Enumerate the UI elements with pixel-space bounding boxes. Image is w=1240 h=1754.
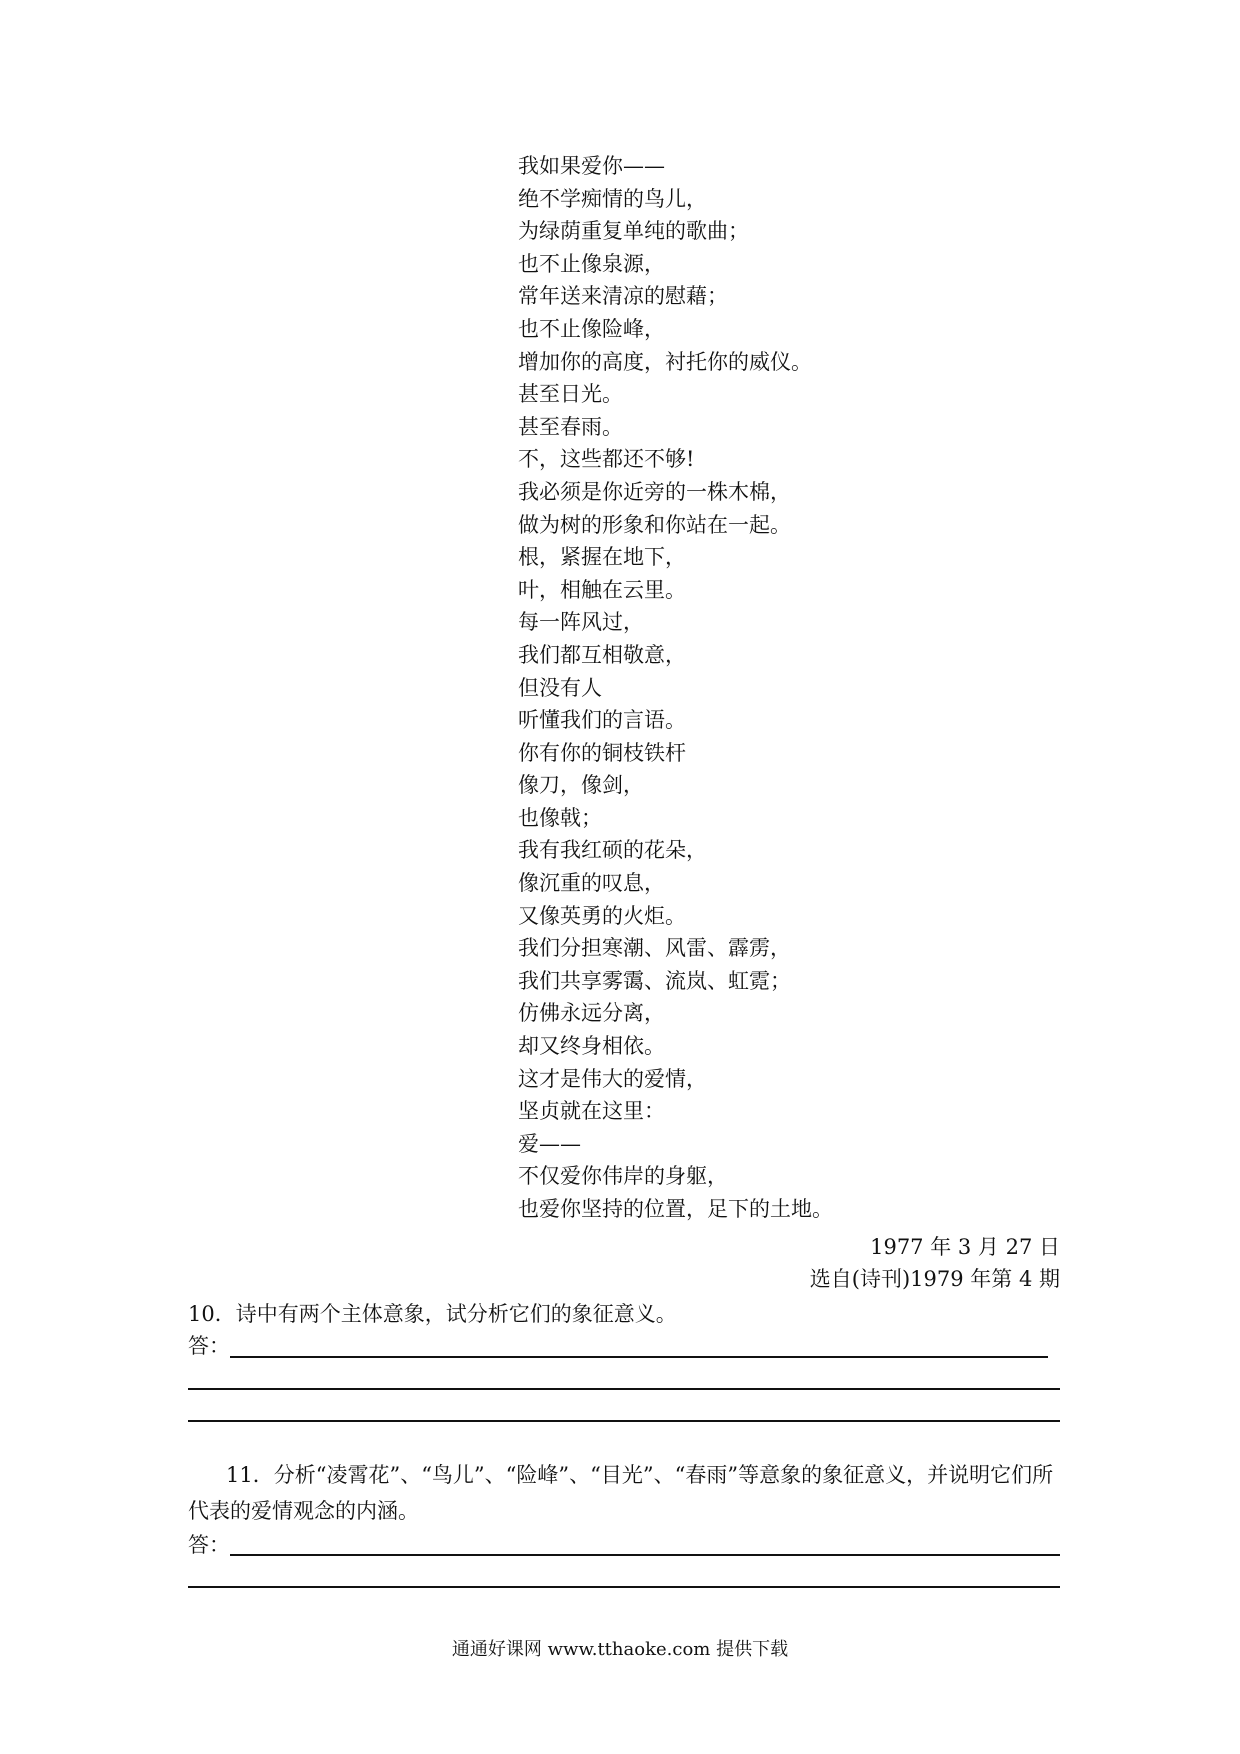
poem-line: 也爱你坚持的位置，足下的土地。: [518, 1197, 833, 1221]
question-11: 11．分析“凌霄花”、“鸟儿”、“险峰”、“目光”、“春雨”等意象的象征意义，并说明它们所代表的爱情观念的内涵。: [188, 1463, 1054, 1523]
poem-line: 不，这些都还不够!: [518, 447, 695, 472]
poem-line: 我必须是你近旁的一株木棉，: [518, 479, 791, 504]
question-10: 10．诗中有两个主体意象，试分析它们的象征意义。: [188, 1302, 677, 1326]
answer-line-11-2[interactable]: [188, 1586, 1060, 1588]
poem-line: 像沉重的叹息，: [518, 871, 665, 896]
poem-line: 根，紧握在地下，: [518, 545, 686, 570]
poem-line: 为绿荫重复单纯的歌曲；: [518, 219, 749, 244]
poem-line: 我如果爱你——: [518, 154, 665, 178]
poem-line: 又像英勇的火炬。: [518, 903, 686, 928]
poem-line: 做为树的形象和你站在一起。: [518, 512, 791, 537]
poem-line: 听懂我们的言语。: [518, 708, 686, 733]
answer-line-11-1[interactable]: [230, 1554, 1060, 1556]
poem-line: 绝不学痴情的鸟儿，: [518, 186, 707, 211]
footer-credit: 通通好课网 www.tthaoke.com 提供下载: [451, 1639, 789, 1660]
poem-line: 像刀，像剑，: [518, 773, 644, 798]
poem-line: 也不止像险峰，: [518, 316, 665, 341]
poem-source: 选自(诗刊)1979 年第 4 期: [809, 1267, 1060, 1291]
poem-line: 我们都互相敬意，: [518, 642, 686, 667]
poem-line: 我们分担寒潮、风雷、霹雳，: [518, 936, 791, 961]
answer-label-10: 答：: [188, 1334, 230, 1358]
poem-line: 叶，相触在云里。: [518, 577, 686, 602]
answer-line-10-1[interactable]: [230, 1356, 1048, 1358]
poem-line: 常年送来清凉的慰藉；: [518, 284, 728, 309]
poem-date: 1977 年 3 月 27 日: [870, 1235, 1060, 1259]
poem-line: 不仅爱你伟岸的身躯，: [518, 1164, 728, 1189]
poem-line: 我有我红硕的花朵，: [518, 838, 707, 863]
poem-line: 却又终身相依。: [518, 1034, 665, 1059]
answer-label-11: 答：: [188, 1533, 230, 1557]
poem-body: [518, 150, 1078, 1226]
poem-line: 爱——: [518, 1131, 581, 1156]
poem-line: 我们共享雾霭、流岚、虹霓；: [518, 968, 791, 993]
poem-line: 这才是伟大的爱情，: [518, 1066, 707, 1091]
answer-line-10-3[interactable]: [188, 1420, 1060, 1422]
poem-line: 也不止像泉源，: [518, 251, 665, 276]
poem-line: 甚至春雨。: [518, 414, 623, 439]
answer-line-10-2[interactable]: [188, 1388, 1060, 1390]
poem-line: 每一阵风过，: [518, 610, 644, 635]
poem-line: 坚贞就在这里：: [518, 1099, 665, 1124]
poem-line: 但没有人: [518, 675, 602, 700]
poem-line: 增加你的高度，衬托你的威仪。: [518, 349, 812, 374]
poem-line: 甚至日光。: [518, 382, 623, 407]
poem-line: 你有你的铜枝铁杆: [518, 740, 686, 765]
poem-line: 也像戟；: [518, 805, 602, 830]
poem-line: 仿佛永远分离，: [518, 1001, 665, 1026]
